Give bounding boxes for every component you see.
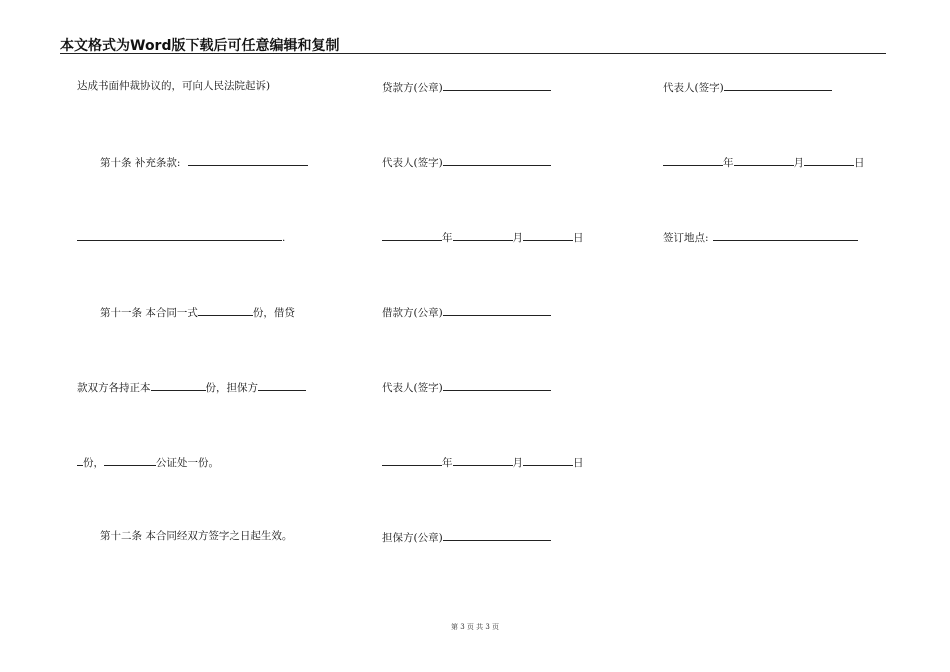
- notary-label: 公证处一份。: [156, 457, 219, 469]
- guarantor-seal-line: [382, 529, 551, 545]
- borrower-rep-label: 代表人(签字): [382, 382, 443, 394]
- header-divider: [60, 53, 886, 54]
- borrower-year-label: 年: [442, 457, 453, 469]
- left-line-arbitration: [77, 79, 270, 93]
- lender-rep-line: [382, 154, 551, 170]
- copies-parties-label: 款双方各持正本: [77, 382, 151, 394]
- guarantor-seal-label: 担保方(公章): [382, 532, 443, 544]
- supplement-end: .: [282, 232, 286, 244]
- guarantor-rep-label: 代表人(签字): [663, 82, 724, 94]
- left-line-supplement-cont: [77, 229, 285, 245]
- lender-month-blank[interactable]: [453, 229, 513, 241]
- signing-place-blank[interactable]: [713, 229, 858, 241]
- page-header-title: 本文格式为Word版下载后可任意编辑和复制: [60, 38, 340, 54]
- lender-seal-label: 贷款方(公章): [382, 82, 443, 94]
- borrower-seal-label: 借款方(公章): [382, 307, 443, 319]
- borrower-month-label: 月: [512, 457, 523, 469]
- left-line-notary: [77, 454, 219, 470]
- borrower-month-blank[interactable]: [453, 454, 513, 466]
- lender-rep-blank[interactable]: [443, 154, 551, 166]
- article-11-tail: 份，借贷: [252, 307, 295, 319]
- borrower-rep-blank[interactable]: [443, 379, 551, 391]
- borrower-day-label: 日: [573, 457, 584, 469]
- copies-parties-blank[interactable]: [151, 379, 206, 391]
- borrower-rep-line: [382, 379, 551, 395]
- signing-place-label: 签订地点:: [663, 232, 709, 244]
- lender-seal-blank[interactable]: [443, 79, 551, 91]
- notary-copies-blank[interactable]: [104, 454, 156, 466]
- page-footer: 第 3 页 共 3 页: [450, 623, 500, 631]
- lender-month-label: 月: [512, 232, 523, 244]
- lender-year-label: 年: [442, 232, 453, 244]
- guarantor-rep-line: [663, 79, 832, 95]
- guarantor-day-label: 日: [854, 157, 865, 169]
- guarantor-day-blank[interactable]: [804, 154, 854, 166]
- left-line-article-10: [100, 154, 308, 170]
- borrower-day-blank[interactable]: [523, 454, 573, 466]
- lender-seal-line: [382, 79, 551, 95]
- signing-place-line: [663, 229, 858, 245]
- left-line-article-11: [100, 304, 295, 320]
- guarantor-month-label: 月: [793, 157, 804, 169]
- left-line-copies: [77, 379, 306, 395]
- guarantor-date-line: [663, 154, 865, 170]
- copies-guarantor-label: 份，担保方: [205, 382, 258, 394]
- left-line-article-12: [100, 529, 292, 543]
- supplement-blank[interactable]: [188, 154, 308, 166]
- article-11-label: 第十一条 本合同一式: [100, 307, 198, 319]
- lender-day-blank[interactable]: [523, 229, 573, 241]
- guarantor-seal-blank[interactable]: [443, 529, 551, 541]
- supplement-blank-2[interactable]: [77, 229, 282, 241]
- guarantor-rep-blank[interactable]: [724, 79, 832, 91]
- article-12-text: 第十二条 本合同经双方签字之日起生效。: [100, 530, 293, 542]
- guarantor-year-blank[interactable]: [663, 154, 723, 166]
- guarantor-year-label: 年: [723, 157, 734, 169]
- lender-rep-label: 代表人(签字): [382, 157, 443, 169]
- lender-day-label: 日: [573, 232, 584, 244]
- copies-guarantor-blank[interactable]: [258, 379, 306, 391]
- borrower-date-line: [382, 454, 584, 470]
- article-10-label: 第十条 补充条款:: [100, 157, 181, 169]
- borrower-seal-line: [382, 304, 551, 320]
- lender-date-line: [382, 229, 584, 245]
- copies-sep: 份，: [83, 457, 104, 469]
- lender-year-blank[interactable]: [382, 229, 442, 241]
- borrower-seal-blank[interactable]: [443, 304, 551, 316]
- borrower-year-blank[interactable]: [382, 454, 442, 466]
- arbitration-text: 达成书面仲裁协议的，可向人民法院起诉): [77, 80, 271, 92]
- copies-total-blank[interactable]: [198, 304, 253, 316]
- guarantor-month-blank[interactable]: [734, 154, 794, 166]
